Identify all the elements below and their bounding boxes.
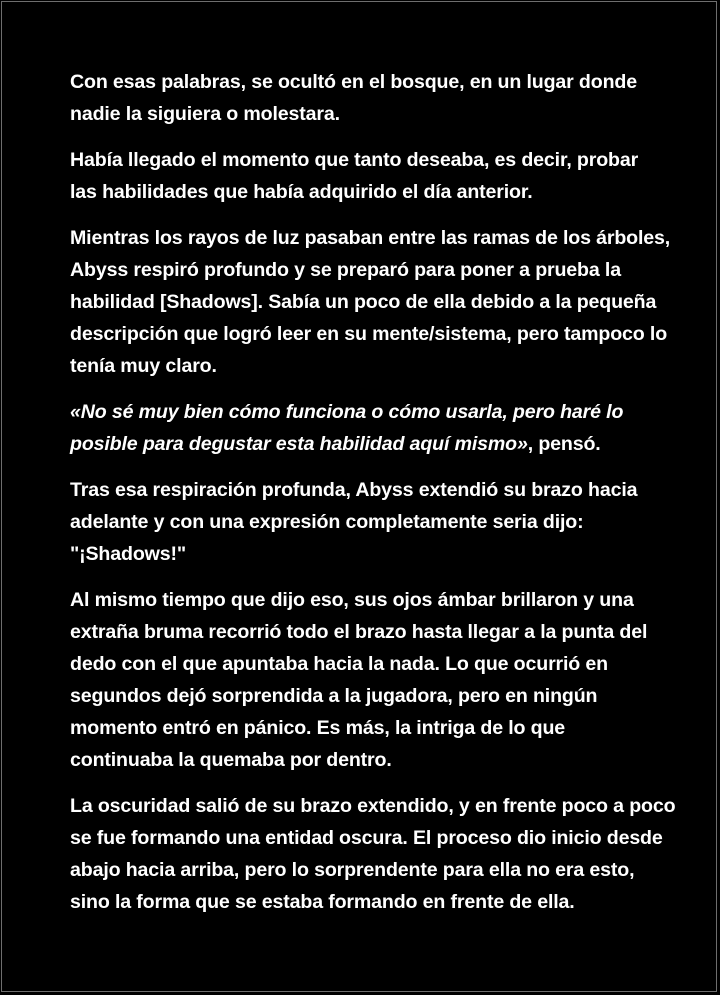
text-line: Tras esa respiración profunda, Abyss extendió su brazo hacia bbox=[70, 479, 638, 501]
text-line: Con esas palabras, se ocultó en el bosque, en un lugar donde bbox=[70, 71, 637, 93]
paragraph-6 bbox=[70, 584, 670, 776]
paragraph-1 bbox=[70, 66, 670, 130]
text-line: Había llegado el momento que tanto deseaba, es decir, probar bbox=[70, 149, 639, 171]
text-line: Mientras los rayos de luz pasaban entre las ramas de los árboles, bbox=[70, 227, 671, 249]
text-line: extraña bruma recorrió todo el brazo hasta llegar a la punta del bbox=[70, 621, 648, 643]
text-line: abajo hacia arriba, pero lo sorprendente para ella no era esto, bbox=[70, 859, 635, 881]
text-line bbox=[70, 396, 670, 428]
text-line: descripción que logró leer en su mente/sistema, pero tampoco lo bbox=[70, 323, 668, 345]
paragraph-4-thought bbox=[70, 396, 670, 460]
text-line: nadie la siguiera o molestara. bbox=[70, 103, 340, 125]
paragraph-2 bbox=[70, 144, 670, 208]
text-line bbox=[70, 428, 670, 460]
paragraph-3 bbox=[70, 222, 670, 382]
story-text bbox=[70, 66, 676, 932]
thought-text: posible para degustar esta habilidad aquí mismo» bbox=[70, 433, 528, 455]
page-frame bbox=[1, 1, 717, 992]
thought-text: «No sé muy bien cómo funciona o cómo usarla, pero haré lo bbox=[70, 401, 624, 423]
narration-text: , pensó. bbox=[527, 433, 601, 455]
text-line: Al mismo tiempo que dijo eso, sus ojos ámbar brillaron y una bbox=[70, 589, 634, 611]
text-line: La oscuridad salió de su brazo extendido, y en frente poco a poco bbox=[70, 795, 676, 817]
text-line: "¡Shadows!" bbox=[70, 543, 186, 565]
text-line: las habilidades que había adquirido el día anterior. bbox=[70, 181, 533, 203]
text-line: Abyss respiró profundo y se preparó para poner a prueba la bbox=[70, 259, 621, 281]
text-line: momento entró en pánico. Es más, la intriga de lo que bbox=[70, 717, 566, 739]
text-line: dedo con el que apuntaba hacia la nada. Lo que ocurrió en bbox=[70, 653, 608, 675]
text-line: habilidad [Shadows]. Sabía un poco de ella debido a la pequeña bbox=[70, 291, 657, 313]
text-line: se fue formando una entidad oscura. El proceso dio inicio desde bbox=[70, 827, 663, 849]
text-line: tenía muy claro. bbox=[70, 355, 217, 377]
text-line: adelante y con una expresión completamente seria dijo: bbox=[70, 511, 584, 533]
text-line: sino la forma que se estaba formando en frente de ella. bbox=[70, 891, 575, 913]
text-line: continuaba la quemaba por dentro. bbox=[70, 749, 392, 771]
paragraph-5 bbox=[70, 474, 670, 570]
text-line: segundos dejó sorprendida a la jugadora, pero en ningún bbox=[70, 685, 598, 707]
paragraph-7 bbox=[70, 790, 676, 918]
